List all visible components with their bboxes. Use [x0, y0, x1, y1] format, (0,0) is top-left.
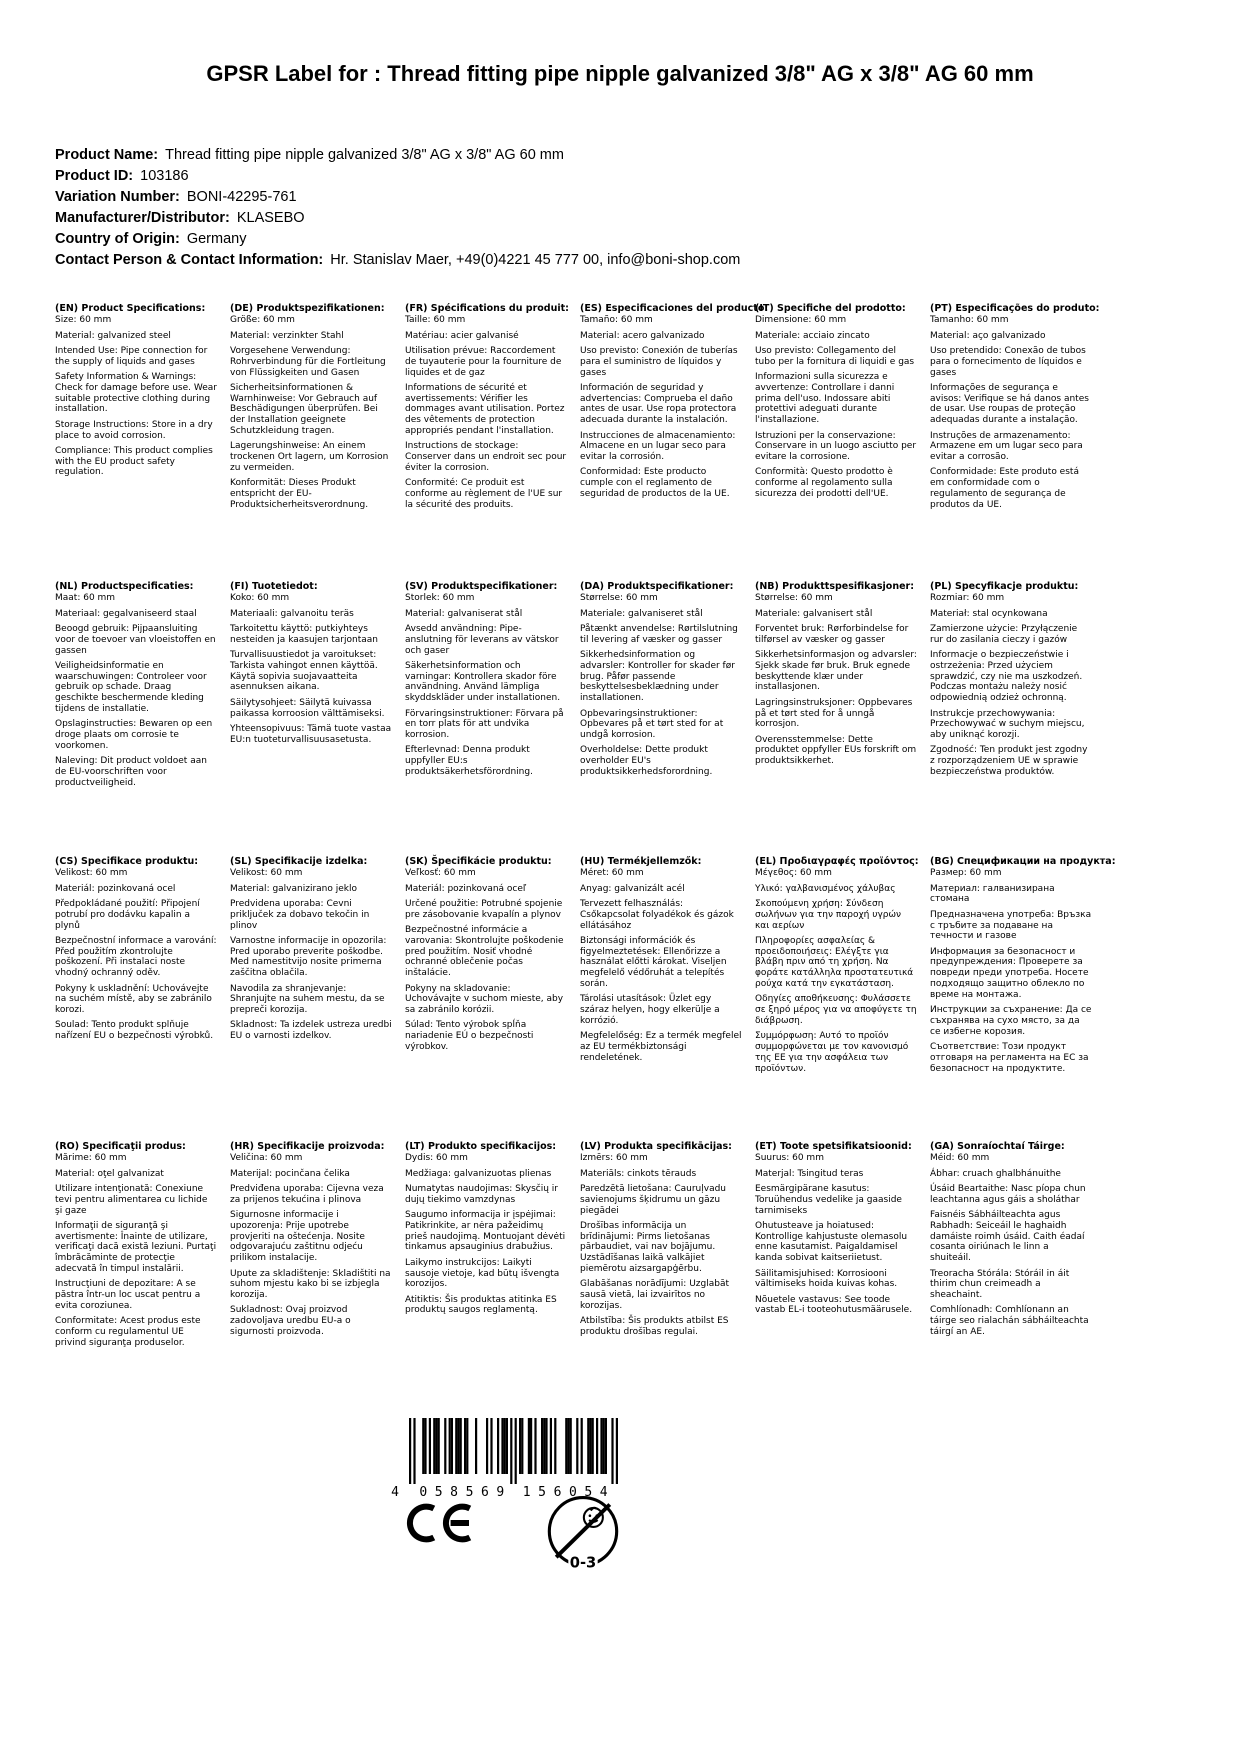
spec-paragraph: Material: galvaniserat stål — [405, 608, 523, 619]
spec-block-it — [755, 303, 917, 581]
spec-paragraph: Avsedd användning: Pipe-anslutning för leverans av vätskor och gaser — [405, 623, 559, 656]
product-info-label: Manufacturer/Distributor: — [55, 210, 230, 226]
spec-paragraph: Mărime: 60 mm — [55, 1153, 127, 1164]
spec-paragraph: Pokyny na skladovanie: Uchovávajte v suchom mieste, aby sa zabránilo korózii. — [405, 983, 564, 1016]
spec-paragraph: Información de seguridad y advertencias: Comprueba el daño antes de usar. Use ropa protectora adecuada durante la instalación. — [580, 382, 737, 426]
barcode-bar — [444, 1418, 446, 1474]
spec-paragraph: Taille: 60 mm — [405, 315, 466, 326]
spec-paragraph: Größe: 60 mm — [230, 315, 295, 326]
spec-paragraph: Informaţii de siguranţă şi avertismente: Înainte de utilizare, verificaţi dacă există leziuni. Purtaţi îmbrăcăminte de protecţie adecvată în timpul instalării. — [55, 1220, 217, 1275]
spec-paragraph: Uso pretendido: Conexão de tubos para o fornecimento de líquidos e gases — [930, 345, 1086, 378]
product-info-value: BONI-42295-761 — [186, 189, 297, 205]
spec-paragraph: Instrucţiuni de depozitare: A se păstra într-un loc uscat pentru a evita coroziunea. — [55, 1279, 201, 1311]
spec-paragraph: Utilisation prévue: Raccordement de tuyauterie pour la fourniture de liquides et de gaz — [405, 345, 562, 378]
product-info-row — [55, 208, 1155, 229]
spec-paragraph: Efterlevnad: Denna produkt uppfyller EU:s produktsäkerhetsförordning. — [405, 745, 533, 778]
spec-paragraph: Material: oţel galvanizat — [55, 1168, 164, 1179]
spec-paragraph: Skladnost: Ta izdelek ustreza uredbi EU o varnosti izdelkov. — [230, 1020, 392, 1042]
spec-block-fr — [405, 303, 567, 581]
spec-header-it: (IT) Specifiche del prodotto: — [755, 303, 906, 314]
spec-paragraph: Πληροφορίες ασφαλείας & προειδοποιήσεις: Ελέγξτε για βλάβη πριν από τη χρήση. Να φοράτε κατάλληλα προστατευτικά ρούχα κατά την εγκατάσταση. — [755, 935, 914, 990]
spec-header-sv: (SV) Produktspecifikationer: — [405, 581, 558, 592]
barcode-bar — [464, 1418, 466, 1474]
barcode-bar — [592, 1418, 594, 1474]
spec-block-lt — [405, 1141, 567, 1353]
spec-paragraph: Материал: галванизирана стомана — [930, 883, 1055, 905]
spec-paragraph: Material: galvanizirano jeklo — [230, 883, 357, 894]
spec-paragraph: Säkerhetsinformation och varningar: Kontrollera skador före användning. Använd lämpliga skyddskläder under installationen. — [405, 660, 561, 704]
spec-paragraph: Drošības informācija un brīdinājumi: Pirms lietošanas pārbaudiet, vai nav bojājumu. Uzstādīšanas laikā valkājiet piemērotu aizsargapģērbu. — [580, 1220, 716, 1275]
spec-block-sv — [405, 581, 567, 856]
barcode-bar — [455, 1418, 457, 1474]
spec-paragraph: Säilytysohjeet: Säilytä kuivassa paikassa korroosion välttämiseksi. — [230, 697, 385, 719]
spec-paragraph: Conformidade: Este produto está em conformidade com o regulamento de segurança de produtos da UE. — [930, 467, 1079, 510]
product-info-label: Product Name: — [55, 147, 159, 163]
spec-header-et: (ET) Toote spetsifikatsioonid: — [755, 1141, 912, 1152]
spec-paragraph: Predvidena uporaba: Cevni priključek za dobavo tekočin in plinov — [230, 898, 370, 931]
spec-block-nl — [55, 581, 217, 856]
spec-paragraph: Materiale: acciaio zincato — [755, 330, 870, 341]
barcode-bar — [409, 1418, 411, 1484]
spec-paragraph: Informations de sécurité et avertissements: Vérifier les dommages avant utilisation. Portez des vêtements de protection appropriés pendant l'installation. — [405, 382, 565, 437]
spec-block-et — [755, 1141, 917, 1353]
spec-paragraph: Materijal: pocinčana čelika — [230, 1168, 350, 1179]
spec-paragraph: Overholdelse: Dette produkt overholder EU's produktsikkerhedsforordning. — [580, 745, 713, 778]
spec-header-cs: (CS) Specifikace produktu: — [55, 856, 199, 867]
spec-header-fi: (FI) Tuotetiedot: — [230, 581, 318, 592]
age-warning-label: 0-3 — [569, 1554, 597, 1572]
barcode-bar — [413, 1418, 415, 1484]
spec-paragraph: Size: 60 mm — [55, 315, 112, 326]
barcode-bar — [605, 1418, 607, 1474]
spec-paragraph: Soulad: Tento produkt splňuje nařízení EU o bezpečnosti výrobků. — [55, 1020, 214, 1042]
spec-paragraph: Instrukcje przechowywania: Przechowywać w suchym miejscu, aby uniknąć korozji. — [930, 708, 1085, 741]
spec-paragraph: Dimensione: 60 mm — [755, 315, 847, 326]
spec-paragraph: Σκοπούμενη χρήση: Σύνδεση σωλήνων για την παροχή υγρών και αερίων — [755, 898, 902, 931]
barcode-bar — [603, 1418, 605, 1474]
barcode-digit: 5 — [584, 1485, 593, 1498]
spec-paragraph: Συμμόρφωση: Αυτό το προϊόν συμμορφώνεται με τον κανονισμό της ΕΕ για την ασφάλεια των προϊόντων. — [755, 1031, 909, 1074]
spec-paragraph: Treoracha Stórála: Stóráil in áit thirim chun creimeadh a sheachaint. — [930, 1268, 1070, 1301]
barcode-digit: 0 — [568, 1485, 577, 1498]
spec-block-sl — [230, 856, 392, 1141]
spec-paragraph: Информация за безопасност и предупреждения: Проверете за повреди преди употреба. Носете подходящо защитно облекло по време на монтажа. — [930, 946, 1089, 1000]
spec-paragraph: Material: galvanized steel — [55, 330, 171, 341]
barcode-bar — [550, 1418, 552, 1474]
barcode-bar — [519, 1418, 521, 1474]
spec-header-lt: (LT) Produkto specifikacijos: — [405, 1141, 557, 1152]
spec-paragraph: Opslaginstructies: Bewaren op een droge plaats om corrosie te voorkomen. — [55, 719, 213, 751]
spec-paragraph: Tárolási utasítások: Üzlet egy száraz helyen, hogy elkerülje a korrózió. — [580, 994, 720, 1026]
barcode-bar — [504, 1418, 506, 1474]
spec-header-ro: (RO) Specificaţii produs: — [55, 1141, 186, 1152]
spec-paragraph: Sikkerhedsinformation og advarsler: Kontroller for skader før brug. Påfør passende beskyttelsesbeklædning under installationen. — [580, 650, 735, 704]
spec-paragraph: Ábhar: cruach ghalbhánuithe — [930, 1168, 1061, 1179]
spec-header-hr: (HR) Specifikacije proizvoda: — [230, 1141, 385, 1152]
spec-block-el — [755, 856, 917, 1141]
spec-paragraph: Materiál: pozinkovaná oceľ — [405, 883, 527, 894]
spec-paragraph: Navodila za shranjevanje: Shranjujte na suhem mestu, da se prepreči korozija. — [230, 983, 385, 1016]
barcode-digit: 0 — [419, 1485, 428, 1498]
product-info-label: Contact Person & Contact Information: — [55, 252, 324, 268]
spec-paragraph: Velikost: 60 mm — [230, 868, 303, 879]
spec-paragraph: Comhlíonadh: Comhlíonann an táirge seo rialachán sábháilteachta táirgí an AE. — [930, 1305, 1089, 1338]
spec-paragraph: Laikymo instrukcijos: Laikyti sausoje vietoje, kad būtų išvengta korozijos. — [405, 1257, 560, 1290]
spec-paragraph: Säilitamisjuhised: Korrosiooni vältimiseks hoida kuivas kohas. — [755, 1268, 898, 1290]
spec-paragraph: Materiał: stal ocynkowana — [930, 608, 1048, 619]
spec-paragraph: Glabāšanas norādījumi: Uzglabāt sausā vietā, lai izvairītos no korozijas. — [580, 1279, 729, 1311]
product-info-value: Hr. Stanislav Maer, +49(0)4221 45 777 00, info@boni-shop.com — [330, 252, 741, 268]
spec-paragraph: Zamierzone użycie: Przyłączenie rur do zasilania cieczy i gazów — [930, 623, 1078, 645]
spec-paragraph: Material: acero galvanizado — [580, 330, 705, 341]
spec-paragraph: Rozmiar: 60 mm — [930, 593, 1005, 604]
barcode-bar — [543, 1418, 545, 1474]
barcode-digit: 6 — [553, 1485, 562, 1498]
spec-paragraph: Numatytas naudojimas: Skysčių ir dujų tiekimo vamzdynas — [405, 1183, 559, 1205]
barcode-bar — [576, 1418, 578, 1474]
barcode-digit: 5 — [538, 1485, 547, 1498]
bottom-section — [385, 1416, 665, 1586]
spec-paragraph: Předpokládané použití: Připojení potrubí pro dodávku kapalin a plynů — [55, 898, 200, 931]
spec-paragraph: Størrelse: 60 mm — [755, 593, 833, 604]
barcode-bar — [589, 1418, 591, 1474]
spec-paragraph: Anyag: galvanizált acél — [580, 883, 685, 894]
barcode-digit: 1 — [522, 1485, 531, 1498]
spec-paragraph: Matériau: acier galvanisé — [405, 330, 519, 341]
spec-paragraph: Предназначена употреба: Връзка с тръбите за подаване на течности и газове — [930, 909, 1092, 942]
spec-block-cs — [55, 856, 217, 1141]
barcode-bar — [596, 1418, 598, 1474]
barcode-bar — [451, 1418, 453, 1474]
spec-paragraph: Sigurnosne informacije i upozorenja: Prije upotrebe provjeriti na oštećenja. Nosite odgovarajuću zaštitnu odjeću prilikom instalacije. — [230, 1210, 365, 1264]
spec-paragraph: Storage Instructions: Store in a dry place to avoid corrosion. — [55, 419, 213, 441]
product-info-row — [55, 145, 1155, 166]
barcode-digit: 9 — [496, 1485, 505, 1498]
spec-block-bg — [930, 856, 1116, 1141]
barcode-bar — [449, 1418, 451, 1474]
barcode-bar — [466, 1418, 468, 1474]
spec-paragraph: Instrucciones de almacenamiento: Almacene en un lugar seco para evitar la corrosión. — [580, 430, 736, 463]
barcode-bar — [435, 1418, 437, 1474]
spec-paragraph: Veličina: 60 mm — [230, 1153, 303, 1164]
spec-paragraph: Izmērs: 60 mm — [580, 1153, 648, 1164]
barcode-bar — [460, 1418, 462, 1474]
barcode-bar — [433, 1418, 435, 1474]
spec-paragraph: Konformität: Dieses Produkt entspricht der EU-Produktsicherheitsverordnung. — [230, 478, 369, 510]
spec-paragraph: Bezpečnostní informace a varování: Před použitím zkontrolujte poškození. Při instalaci noste vhodný ochranný oděv. — [55, 935, 217, 979]
spec-paragraph: Съответствие: Този продукт отговаря на регламента на ЕС за безопасност на продуктите. — [930, 1042, 1089, 1074]
spec-paragraph: Materiaali: galvanoitu teräs — [230, 608, 354, 619]
spec-paragraph: Medžiaga: galvanizuotas plienas — [405, 1168, 552, 1179]
barcode-bar — [611, 1418, 613, 1484]
barcode-bar — [528, 1418, 530, 1474]
spec-paragraph: Pokyny k uskladnění: Uchovávejte na suchém místě, aby se zabránilo korozi. — [55, 983, 212, 1016]
spec-paragraph: Varnostne informacije in opozorila: Pred uporabo preverite poškodbe. Med namestitvijo nosite primerna zaščitna oblačila. — [230, 935, 387, 979]
ce-mark-icon — [405, 1498, 473, 1548]
barcode-digit: 8 — [450, 1485, 459, 1498]
spec-header-pt: (PT) Especificações do produto: — [930, 303, 1100, 314]
barcode-bar — [424, 1418, 426, 1474]
spec-paragraph: Méret: 60 mm — [580, 868, 644, 879]
spec-paragraph: Intended Use: Pipe connection for the supply of liquids and gases — [55, 345, 208, 367]
spec-paragraph: Veiligheidsinformatie en waarschuwingen: Controleer voor gebruik op schade. Draag geschikte beschermende kleding tijdens de installatie. — [55, 660, 207, 715]
spec-header-da: (DA) Produktspecifikationer: — [580, 581, 734, 592]
product-info-row — [55, 229, 1155, 250]
spec-paragraph: Koko: 60 mm — [230, 593, 290, 604]
spec-block-de — [230, 303, 392, 581]
barcode-bar — [600, 1418, 602, 1474]
spec-paragraph: Materiál: pozinkovaná ocel — [55, 883, 176, 894]
spec-paragraph: Tamanho: 60 mm — [930, 315, 1009, 326]
spec-paragraph: Súlad: Tento výrobok spĺňa nariadenie EÚ o bezpečnosti výrobkov. — [405, 1020, 534, 1053]
spec-header-pl: (PL) Specyfikacje produktu: — [930, 581, 1079, 592]
spec-paragraph: Utilizare intenţionată: Conexiune tevi pentru alimentarea cu lichide şi gaze — [55, 1183, 208, 1216]
spec-paragraph: Materiale: galvanisert stål — [755, 608, 873, 619]
spec-header-hu: (HU) Termékjellemzők: — [580, 856, 702, 867]
product-info — [55, 145, 1155, 271]
spec-paragraph: Uso previsto: Collegamento del tubo per la fornitura di liquidi e gas — [755, 345, 915, 367]
spec-header-es: (ES) Especificaciones del producto: — [580, 303, 769, 314]
spec-paragraph: Bezpečnostné informácie a varovania: Skontrolujte poškodenie pred použitím. Nosiť vhodné ochranné oblečenie počas inštalácie. — [405, 925, 564, 979]
barcode-bar — [565, 1418, 567, 1474]
spec-paragraph: Sukladnost: Ovaj proizvod zadovoljava uredbu EU-a o sigurnosti proizvoda. — [230, 1305, 351, 1338]
spec-paragraph: Storlek: 60 mm — [405, 593, 475, 604]
product-info-label: Product ID: — [55, 168, 134, 184]
barcode-bar — [506, 1418, 508, 1474]
barcode-bar — [530, 1418, 532, 1474]
barcode-bar — [570, 1418, 572, 1474]
spec-paragraph: Dydis: 60 mm — [405, 1153, 468, 1164]
spec-paragraph: Megfelelőség: Ez a termék megfelel az EU termékbiztonsági rendeletének. — [580, 1031, 742, 1063]
spec-paragraph: Atbilstība: Šis produkts atbilst ES produktu drošības regulai. — [580, 1316, 729, 1338]
spec-paragraph: Conformité: Ce produit est conforme au règlement de l'UE sur la sécurité des produits. — [405, 478, 563, 510]
spec-paragraph: Velikost: 60 mm — [55, 868, 128, 879]
spec-header-sl: (SL) Specifikacije izdelka: — [230, 856, 368, 867]
barcode-bar — [541, 1418, 543, 1474]
barcode-bar — [475, 1418, 477, 1474]
barcode-digit: 5 — [465, 1485, 474, 1498]
spec-paragraph: Méid: 60 mm — [930, 1153, 990, 1164]
spec-block-sk — [405, 856, 567, 1141]
spec-paragraph: Tarkoitettu käyttö: putkiyhteys nesteiden ja kaasujen tarjontaan — [230, 623, 378, 645]
barcode-bar — [510, 1418, 512, 1484]
spec-block-fi — [230, 581, 392, 856]
barcode-digit: 5 — [434, 1485, 443, 1498]
spec-paragraph: Overensstemmelse: Dette produktet oppfyller EUs forskrift om produktsikkerhet. — [755, 734, 917, 767]
barcode-bar — [429, 1418, 431, 1474]
spec-paragraph: Ohutusteave ja hoiatused: Kontrollige kahjustuste olemasolu enne kasutamist. Paigaldamisel kanda sobivat kaitseriietust. — [755, 1220, 908, 1264]
spec-paragraph: Informações de segurança e avisos: Verifique se há danos antes de usar. Use roupas de proteção adequadas durante a instalação. — [930, 382, 1089, 426]
barcode-bar — [616, 1418, 618, 1484]
spec-grid — [55, 303, 1195, 1353]
spec-paragraph: Informacje o bezpieczeństwie i ostrzeżenia: Przed użyciem sprawdzić, czy nie ma uszkodzeń. Podczas montażu należy nosić odpowiednią odzież ochronną. — [930, 650, 1083, 704]
barcode-bar — [438, 1418, 440, 1474]
spec-paragraph: Tervezett felhasználás: Csőkapcsolat folyadékok és gázok ellátásához — [580, 898, 734, 931]
spec-paragraph: Conformitate: Acest produs este conform cu regulamentul UE privind siguranţa produselor. — [55, 1316, 201, 1348]
product-info-value: 103186 — [140, 168, 189, 184]
age-warning-0-3-icon — [545, 1490, 621, 1576]
spec-paragraph: Størrelse: 60 mm — [580, 593, 658, 604]
spec-block-en — [55, 303, 217, 581]
spec-header-sk: (SK) Špecifikácie produktu: — [405, 856, 552, 867]
barcode-bar — [486, 1418, 488, 1474]
barcode-bar — [501, 1418, 503, 1474]
product-info-value: KLASEBO — [236, 210, 305, 226]
spec-paragraph: Saugumo informacija ir įspėjimai: Patikrinkite, ar nėra pažeidimų prieš naudojimą. Montuojant dėvėti tinkamus apsauginius drabužius. — [405, 1210, 566, 1253]
product-info-value: Thread fitting pipe nipple galvanized 3/8" AG x 3/8" AG 60 mm — [165, 147, 564, 163]
barcode-bar — [497, 1418, 499, 1474]
spec-paragraph: Biztonsági információk és figyelmeztetések: Ellenőrizze a használat előtti károkat. Viseljen megfelelő védőruhát a telepítés során. — [580, 935, 727, 990]
spec-block-pt — [930, 303, 1100, 581]
spec-paragraph: Materiale: galvaniseret stål — [580, 608, 703, 619]
spec-paragraph: Sicherheitsinformationen & Warnhinweise: Vor Gebrauch auf Beschädigungen überprüfen. Bei der Installation geeignete Schutzkleidung tragen. — [230, 382, 378, 437]
spec-block-nb — [755, 581, 917, 856]
spec-header-nl: (NL) Productspecificaties: — [55, 581, 194, 592]
barcode-bar — [587, 1418, 589, 1474]
spec-header-fr: (FR) Spécifications du produit: — [405, 303, 569, 314]
spec-header-bg: (BG) Спецификации на продукта: — [930, 856, 1116, 867]
spec-paragraph: Forventet bruk: Rørforbindelse for tilførsel av væsker og gasser — [755, 623, 909, 645]
spec-paragraph: Materjal: Tsingitud teras — [755, 1168, 864, 1179]
spec-paragraph: Istruzioni per la conservazione: Conservare in un luogo asciutto per evitare la corrosione. — [755, 430, 917, 463]
spec-paragraph: Predviđena uporaba: Cijevna veza za prijenos tekućina i plinova — [230, 1183, 384, 1205]
spec-paragraph: Atitiktis: Šis produktas atitinka ES produktų saugos reglamentą. — [405, 1294, 557, 1316]
spec-paragraph: Nõuetele vastavus: See toode vastab EL-i tooteohutusmäärusele. — [755, 1294, 913, 1316]
spec-paragraph: Zgodność: Ten produkt jest zgodny z rozporządzeniem UE w sprawie bezpieczeństwa produktów. — [930, 745, 1088, 778]
spec-paragraph: Faisnéis Sábháilteachta agus Rabhadh: Seiceáil le haghaidh damáiste roimh úsáid. Caith éadaí cosanta oiriúnach le linn a shuiteáil. — [930, 1210, 1085, 1264]
spec-paragraph: Lagerungshinweise: An einem trockenen Ort lagern, um Korrosion zu vermeiden. — [230, 441, 389, 473]
spec-paragraph: Förvaringsinstruktioner: Förvara på en torr plats för att undvika korrosion. — [405, 708, 564, 741]
spec-header-nb: (NB) Produkttspesifikasjoner: — [755, 581, 915, 592]
spec-paragraph: Materiāls: cinkots tērauds — [580, 1168, 697, 1179]
spec-paragraph: Určené použitie: Potrubné spojenie pre zásobovanie kvapalín a plynov — [405, 898, 563, 920]
spec-paragraph: Påtænkt anvendelse: Rørtilslutning til levering af væsker og gasser — [580, 623, 738, 645]
barcode-bar — [422, 1418, 424, 1474]
spec-block-es — [580, 303, 769, 581]
spec-paragraph: Μέγεθος: 60 mm — [755, 868, 832, 879]
spec-block-hu — [580, 856, 742, 1141]
spec-paragraph: Paredzētā lietošana: Cauruļvadu savienojums šķidrumu un gāzu piegādei — [580, 1183, 727, 1216]
spec-paragraph: Размер: 60 mm — [930, 868, 1002, 879]
spec-paragraph: Vorgesehene Verwendung: Rohrverbindung für die Fortleitung von Flüssigkeiten und Gasen — [230, 345, 386, 378]
spec-paragraph: Naleving: Dit product voldoet aan de EU-voorschriften voor productveiligheid. — [55, 756, 207, 788]
spec-paragraph: Opbevaringsinstruktioner: Opbevares på et tørt sted for at undgå korrosion. — [580, 708, 724, 741]
barcode-bar — [515, 1418, 517, 1484]
spec-paragraph: Maat: 60 mm — [55, 593, 116, 604]
spec-header-en: (EN) Product Specifications: — [55, 303, 206, 314]
barcode-bar — [554, 1418, 556, 1474]
barcode-bar — [521, 1418, 523, 1474]
product-info-row — [55, 250, 1155, 271]
spec-block-da — [580, 581, 742, 856]
spec-block-pl — [930, 581, 1092, 856]
barcode-digit: 6 — [480, 1485, 489, 1498]
spec-header-ga: (GA) Sonraíochtaí Táirge: — [930, 1141, 1065, 1152]
spec-paragraph: Conformità: Questo prodotto è conforme al regolamento sulla sicurezza dei prodotti dell'UE. — [755, 467, 893, 500]
product-info-value: Germany — [186, 231, 247, 247]
ean13-barcode — [385, 1416, 635, 1498]
spec-paragraph: Material: aço galvanizado — [930, 330, 1046, 341]
spec-block-ro — [55, 1141, 217, 1353]
product-info-label: Variation Number: — [55, 189, 180, 205]
spec-paragraph: Safety Information & Warnings: Check for damage before use. Wear suitable protective clothing during installation. — [55, 372, 218, 415]
spec-paragraph: Instructions de stockage: Conserver dans un endroit sec pour éviter la corrosion. — [405, 441, 567, 473]
spec-paragraph: Úsáid Beartaithe: Nasc píopa chun leachtanna agus gáis a sholáthar — [930, 1183, 1086, 1205]
barcode-digit: 4 — [391, 1485, 399, 1498]
spec-header-de: (DE) Produktspezifikationen: — [230, 303, 385, 314]
spec-paragraph: Οδηγίες αποθήκευσης: Φυλάσσετε σε ξηρό μέρος για να αποφύγετε τη διάβρωση. — [755, 994, 917, 1026]
spec-header-lv: (LV) Produkta specifikācijas: — [580, 1141, 732, 1152]
spec-header-el: (EL) Προδιαγραφές προϊόντος: — [755, 856, 919, 867]
barcode-bar — [490, 1418, 492, 1474]
spec-paragraph: Lagringsinstruksjoner: Oppbevares på et tørt sted for å unngå korrosjon. — [755, 697, 913, 730]
product-info-label: Country of Origin: — [55, 231, 180, 247]
spec-paragraph: Инструкции за съхранение: Да се съхранява на сухо място, за да се избегне корозия. — [930, 1005, 1092, 1037]
product-info-row — [55, 166, 1155, 187]
barcode-digit: 4 — [599, 1485, 608, 1498]
spec-paragraph: Materiaal: gegalvaniseerd staal — [55, 608, 197, 619]
spec-paragraph: Instruções de armazenamento: Armazene em um lugar seco para evitar a corrosão. — [930, 430, 1083, 463]
barcode-bar — [534, 1418, 536, 1474]
spec-paragraph: Tamaño: 60 mm — [580, 315, 653, 326]
product-info-row — [55, 187, 1155, 208]
spec-paragraph: Veľkosť: 60 mm — [405, 868, 476, 879]
spec-paragraph: Eesmärgipärane kasutus: Toruühendus vedelike ja gaaside tarnimiseks — [755, 1183, 902, 1216]
spec-paragraph: Upute za skladištenje: Skladištiti na suhom mjestu kako bi se izbjegla korozija. — [230, 1268, 391, 1301]
spec-block-hr — [230, 1141, 392, 1353]
spec-paragraph: Compliance: This product complies with the EU product safety regulation. — [55, 445, 213, 478]
barcode-bar — [545, 1418, 547, 1474]
spec-block-ga — [930, 1141, 1092, 1353]
barcode-bar — [457, 1418, 459, 1474]
spec-paragraph: Turvallisuustiedot ja varoitukset: Tarkista vahingot ennen käyttöä. Käytä sopivia suojavaatteita asennuksen aikana. — [230, 650, 378, 693]
spec-block-lv — [580, 1141, 742, 1353]
spec-paragraph: Uso previsto: Conexión de tuberías para el suministro de líquidos y gases — [580, 345, 738, 378]
spec-paragraph: Informazioni sulla sicurezza e avvertenze: Controllare i danni prima dell'uso. Indossare abiti protettivi adeguati durante l'installazione. — [755, 372, 895, 426]
spec-paragraph: Material: verzinkter Stahl — [230, 330, 344, 341]
barcode-bar — [567, 1418, 569, 1474]
spec-paragraph: Conformidad: Este producto cumple con el reglamento de seguridad de productos de la UE. — [580, 467, 730, 500]
barcode-bar — [581, 1418, 583, 1474]
page-title: GPSR Label for : Thread fitting pipe nipple galvanized 3/8" AG x 3/8" AG 60 mm — [206, 60, 1034, 86]
spec-paragraph: Suurus: 60 mm — [755, 1153, 824, 1164]
spec-paragraph: Beoogd gebruik: Pijpaansluiting voor de toevoer van vloeistoffen en gassen — [55, 623, 216, 656]
spec-paragraph: Sikkerhetsinformasjon og advarsler: Sjekk skade før bruk. Bruk egnede beskyttende klær under installasjonen. — [755, 650, 917, 693]
spec-paragraph: Υλικό: γαλβανισμένος χάλυβας — [755, 883, 896, 894]
spec-paragraph: Yhteensopivuus: Tämä tuote vastaa EU:n tuoteturvallisuusasetusta. — [230, 723, 392, 745]
